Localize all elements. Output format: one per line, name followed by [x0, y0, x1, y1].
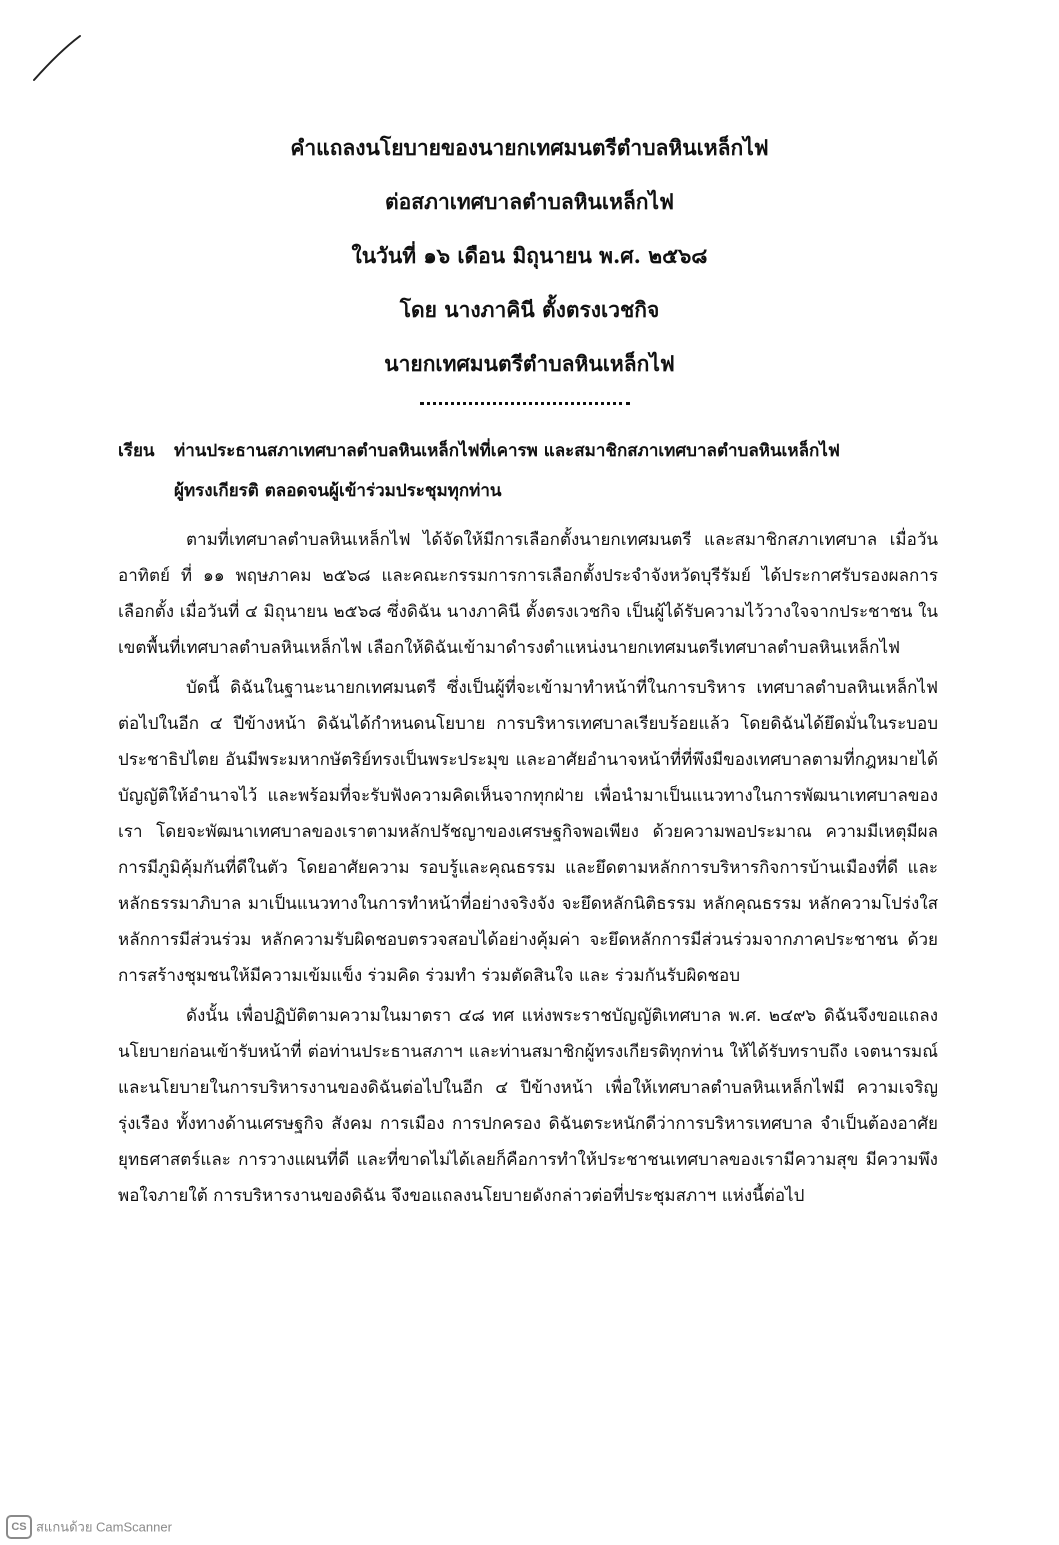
salutation-row-1	[118, 436, 938, 476]
document-header	[0, 128, 1059, 398]
pen-stroke-mark	[30, 32, 86, 84]
dotted-separator	[420, 402, 630, 405]
camscanner-logo-icon: CS	[6, 1515, 32, 1539]
salutation-prefix: เรียน	[118, 441, 155, 461]
paragraph-1: ตามที่เทศบาลตำบลหินเหล็กไฟ ได้จัดให้มีการเลือกตั้งนายกเทศมนตรี และสมาชิกสภาเทศบาล เมื่อวันอาทิตย์ ที่ ๑๑ พฤษภาคม ๒๕๖๘ และคณะกรรมการการเลือกตั้งประจำจังหวัดบุรีรัมย์ ได้ประกาศรับรองผลการเลือกตั้ง เมื่อวันที่ ๔ มิถุนายน ๒๕๖๘ ซึ่งดิฉัน นางภาคินี ตั้งตรงเวชกิจ เป็นผู้ได้รับความไว้วางใจจากประชาชน ในเขตพื้นที่เทศบาลตำบลหินเหล็กไฟ เลือกให้ดิฉันเข้ามาดำรงตำแหน่งนายกเทศมนตรีเทศบาลตำบลหินเหล็กไฟ	[118, 530, 938, 658]
title-line-4: โดย นางภาคินี ตั้งตรงเวชกิจ	[399, 297, 660, 322]
title-line-5: นายกเทศมนตรีตำบลหินเหล็กไฟ	[384, 351, 675, 376]
document-body	[118, 522, 938, 1214]
salutation-line-1: ท่านประธานสภาเทศบาลตำบลหินเหล็กไฟที่เคารพ และสมาชิกสภาเทศบาลตำบลหินเหล็กไฟ	[174, 441, 840, 461]
title-line-3: ในวันที่ ๑๖ เดือน มิถุนายน พ.ศ. ๒๕๖๘	[351, 243, 708, 268]
paragraph-2: บัดนี้ ดิฉันในฐานะนายกเทศมนตรี ซึ่งเป็นผู้ที่จะเข้ามาทำหน้าที่ในการบริหาร เทศบาลตำบลหินเหล็กไฟต่อไปในอีก ๔ ปีข้างหน้า ดิฉันได้กำหนดนโยบาย การบริหารเทศบาลเรียบร้อยแล้ว โดยดิฉันได้ยึดมั่นในระบอบประชาธิปไตย อันมีพระมหากษัตริย์ทรงเป็นพระประมุข และอาศัยอำนาจหน้าที่ที่พึงมีของเทศบาลตามที่กฎหมายได้บัญญัติให้อำนาจไว้ และพร้อมที่จะรับฟังความคิดเห็นจากทุกฝ่าย เพื่อนำมาเป็นแนวทางในการพัฒนาเทศบาลของเรา โดยจะพัฒนาเทศบาลของเราตามหลักปรัชญาของเศรษฐกิจพอเพียง ด้วยความพอประมาณ ความมีเหตุมีผล การมีภูมิคุ้มกันที่ดีในตัว โดยอาศัยความ รอบรู้และคุณธรรม และยึดตามหลักการบริหารกิจการบ้านเมืองที่ดี และหลักธรรมาภิบาล มาเป็นแนวทางในการทำหน้าที่อย่างจริงจัง จะยึดหลักนิติธรรม หลักคุณธรรม หลักความโปร่งใส หลักการมีส่วนร่วม หลักความรับผิดชอบตรวจสอบได้อย่างคุ้มค่า จะยึดหลักการมีส่วนร่วมจากภาคประชาชน ด้วยการสร้างชุมชนให้มีความเข้มแข็ง ร่วมคิด ร่วมทำ ร่วมตัดสินใจ และ ร่วมกันรับผิดชอบ	[118, 678, 938, 986]
scanner-watermark	[6, 1515, 172, 1539]
paragraph-3: ดังนั้น เพื่อปฏิบัติตามความในมาตรา ๔๘ ทศ แห่งพระราชบัญญัติเทศบาล พ.ศ. ๒๔๙๖ ดิฉันจึงขอแถลงนโยบายก่อนเข้ารับหน้าที่ ต่อท่านประธานสภาฯ และท่านสมาชิกผู้ทรงเกียรติทุกท่าน ให้ได้รับทราบถึง เจตนารมณ์และนโยบายในการบริหารงานของดิฉันต่อไปในอีก ๔ ปีข้างหน้า เพื่อให้เทศบาลตำบลหินเหล็กไฟมี ความเจริญรุ่งเรือง ทั้งทางด้านเศรษฐกิจ สังคม การเมือง การปกครอง ดิฉันตระหนักดีว่าการบริหารเทศบาล จำเป็นต้องอาศัยยุทธศาสตร์และ การวางแผนที่ดี และที่ขาดไม่ได้เลยก็คือการทำให้ประชาชนเทศบาลของเรามีความสุข มีความพึงพอใจภายใต้ การบริหารงานของดิฉัน จึงขอแถลงนโยบายดังกล่าวต่อที่ประชุมสภาฯ แห่งนี้ต่อไป	[118, 1006, 938, 1206]
title-line-1: คำแถลงนโยบายของนายกเทศมนตรีตำบลหินเหล็กไฟ	[290, 135, 769, 160]
scanner-watermark-text: สแกนด้วย CamScanner	[36, 1519, 172, 1535]
salutation	[118, 436, 938, 516]
title-line-2: ต่อสภาเทศบาลตำบลหินเหล็กไฟ	[385, 189, 674, 214]
salutation-line-2: ผู้ทรงเกียรติ ตลอดจนผู้เข้าร่วมประชุมทุกท่าน	[174, 481, 502, 501]
